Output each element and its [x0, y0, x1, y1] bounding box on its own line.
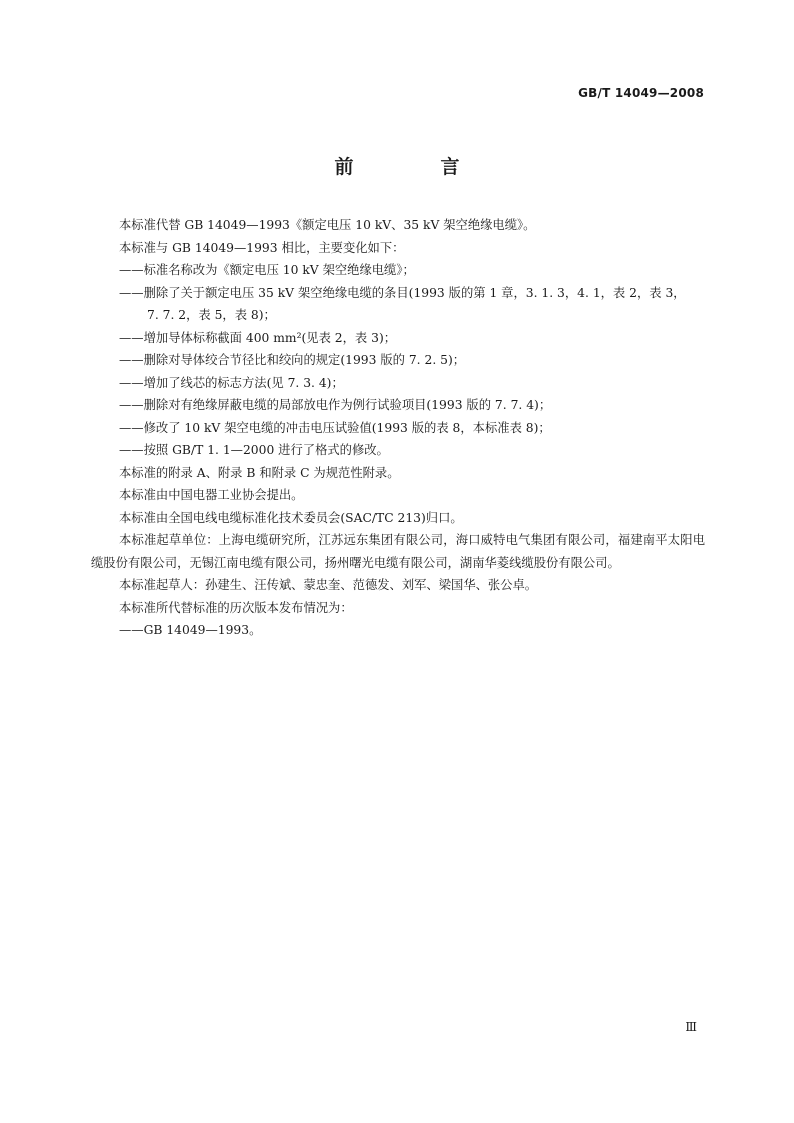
change-item-3: ——增加导体标称截面 400 mm²(见表 2，表 3)；	[119, 330, 397, 345]
history-item-1: ——GB 14049—1993。	[119, 623, 262, 637]
paragraph-drafters: 本标准起草人：孙建生、汪传斌、蒙忠奎、范德发、刘军、梁国华、张公卓。	[119, 578, 538, 592]
page-number: Ⅲ	[685, 1020, 697, 1034]
change-item-7: ——修改了 10 kV 架空电缆的冲击电压试验值(1993 版的表 8，本标准表 8)；	[119, 420, 551, 435]
change-item-5: ——增加了线芯的标志方法(见 7. 3. 4)；	[119, 375, 344, 390]
paragraph-changes-intro: 本标准与 GB 14049—1993 相比，主要变化如下：	[119, 240, 405, 255]
change-item-1: ——标准名称改为《额定电压 10 kV 架空绝缘电缆》；	[119, 263, 415, 277]
paragraph-drafting-units: 本标准起草单位：上海电缆研究所，江苏远东集团有限公司，海口威特电气集团有限公司，福建南平太阳电缆股份有限公司，无锡江南电缆有限公司，扬州曙光电缆有限公司，湖南华菱线缆股份有限公司。	[91, 533, 705, 570]
foreword-body	[91, 214, 705, 642]
change-item-2-line-1: ——删除了关于额定电压 35 kV 架空绝缘电缆的条目(1993 版的第 1 章，3. 1. 3，4. 1，表 2，表 3，	[119, 285, 686, 300]
change-item-2-line-2: 7. 7. 2，表 5，表 8)；	[147, 308, 276, 322]
paragraph-annexes: 本标准的附录 A、附录 B 和附录 C 为规范性附录。	[119, 465, 400, 480]
change-item-6: ——删除对有绝缘屏蔽电缆的局部放电作为例行试验项目(1993 版的 7. 7. 4)；	[119, 398, 552, 412]
paragraph-proposer: 本标准由中国电器工业协会提出。	[119, 488, 304, 502]
page-title: 前 言	[334, 156, 494, 178]
paragraph-replaces: 本标准代替 GB 14049—1993《额定电压 10 kV、35 kV 架空绝缘电缆》。	[119, 218, 536, 232]
change-item-8: ——按照 GB/T 1. 1—2000 进行了格式的修改。	[119, 443, 389, 457]
change-item-4: ——删除对导体绞合节径比和绞向的规定(1993 版的 7. 2. 5)；	[119, 353, 466, 367]
paragraph-history-intro: 本标准所代替标准的历次版本发布情况为：	[119, 600, 353, 615]
paragraph-committee: 本标准由全国电线电缆标准化技术委员会(SAC/TC 213)归口。	[119, 510, 463, 525]
standard-code: GB/T 14049—2008	[578, 86, 704, 100]
change-item-2	[91, 282, 705, 327]
